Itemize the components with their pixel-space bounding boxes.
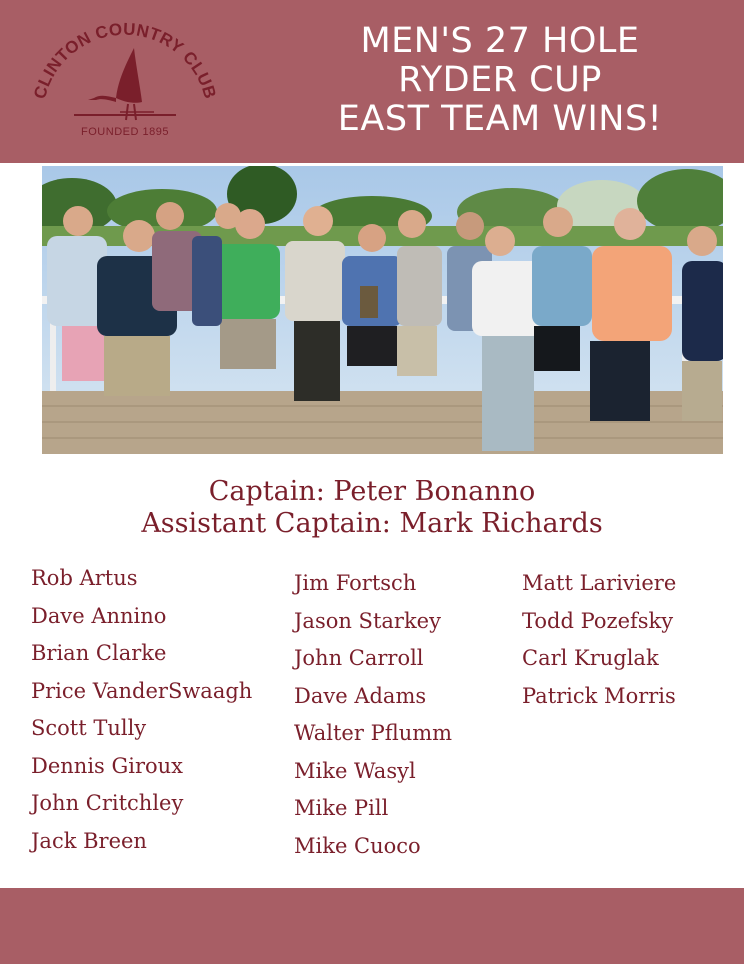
headline-line-1: MEN'S 27 HOLE	[360, 21, 640, 61]
roster-name: Dave Annino	[31, 603, 167, 628]
team-group-photo	[42, 166, 723, 454]
page-title	[290, 22, 710, 139]
captains-block	[0, 476, 744, 540]
roster-name: Price VanderSwaagh	[31, 678, 253, 703]
roster-name: Jack Breen	[31, 828, 147, 853]
assistant-captain-line: Assistant Captain: Mark Richards	[141, 508, 603, 539]
roster-name: Dennis Giroux	[31, 753, 184, 778]
roster-name: Mike Cuoco	[294, 833, 421, 858]
roster-column-3	[522, 568, 676, 718]
roster-name: Dave Adams	[294, 683, 427, 708]
header-banner	[0, 0, 744, 163]
roster-name: Mike Pill	[294, 796, 389, 820]
roster-name: John Critchley	[31, 791, 184, 815]
roster-name: Rob Artus	[31, 566, 138, 590]
heron-sail-icon	[30, 12, 220, 132]
club-logo	[30, 12, 220, 152]
logo-arc-text: CLINTON COUNTRY CLUB	[30, 19, 220, 101]
roster-name: Walter Pflumm	[294, 721, 453, 745]
roster-name: John Carroll	[294, 646, 424, 670]
roster-column-1	[31, 563, 252, 863]
footer-banner	[0, 888, 744, 964]
group-photo-illustration	[42, 166, 723, 454]
logo-founded-text: FOUNDED 1895	[81, 126, 169, 138]
roster-column-2	[294, 568, 452, 868]
roster-name: Scott Tully	[31, 716, 147, 740]
headline-line-3: EAST TEAM WINS!	[337, 99, 663, 139]
roster-name: Mike Wasyl	[294, 758, 416, 783]
headline-line-2: RYDER CUP	[398, 60, 602, 100]
roster-name: Jason Starkey	[294, 608, 441, 633]
roster-name: Matt Lariviere	[522, 571, 677, 595]
roster-name: Patrick Morris	[522, 683, 676, 708]
roster-name: Carl Kruglak	[522, 646, 659, 670]
roster-name: Brian Clarke	[31, 641, 167, 665]
roster-name: Todd Pozefsky	[522, 608, 674, 633]
roster-name: Jim Fortsch	[294, 571, 417, 595]
captain-line: Captain: Peter Bonanno	[208, 476, 536, 507]
